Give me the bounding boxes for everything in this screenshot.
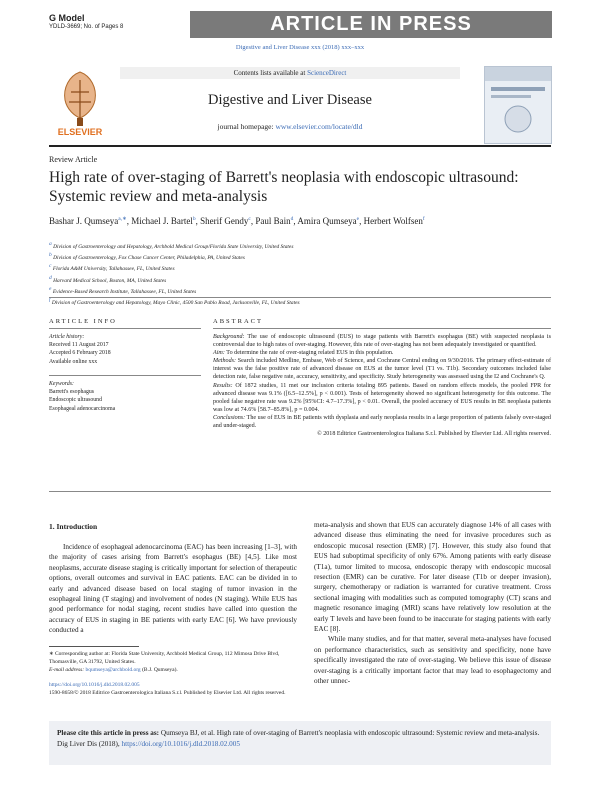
affiliation: $^d$ Harvard Medical School, Boston, MA, United States <box>49 274 167 284</box>
contents-list-bar <box>120 67 460 79</box>
article-type: Review Article <box>49 155 98 164</box>
affiliation: $^c$ Florida A&M University, Tallahassee, FL, United States <box>49 263 175 273</box>
abstract-background: Background: The use of endoscopic ultrasound (EUS) to stage patients with Barrett's esophagus (BE) with suspected neoplasia is controversial due to high rates of over-staging. However, this rate of over-staging has not been adequately investigated or quantified. <box>213 334 551 349</box>
journal-citation-line[interactable]: Digestive and Liver Disease xxx (2018) xxx–xxx <box>235 44 365 51</box>
body-paragraph: While many studies, and for that matter, several meta-analyses have focused on performance characteristics, such as sensitivity and specificity, none have specifically investigated the rate of over-staging. We believe this issue of disease over-staging is a critically important factor that may lead to esophagectomy and other unnec- <box>314 635 551 686</box>
affiliation: $^b$ Division of Gastroenterology, Fox Chase Cancer Center, Philadelphia, PA, United States <box>49 252 245 261</box>
corresponding-author: ∗ Corresponding author at: Florida State University, Archbold Medical Group, 112 Mimosa Drive Blvd, Thomasville, GA 31792, United States. <box>49 651 280 665</box>
email-line: E-mail address: bqumseya@archbold.org (B.J. Qumseya). <box>49 667 178 673</box>
email-link[interactable]: bqumseya@archbold.org <box>85 667 141 673</box>
section-heading-introduction: 1. Introduction <box>49 522 98 531</box>
cite-prefix: Please cite this article in press as: <box>57 729 161 737</box>
abstract-aim: Aim: To determine the rate of over-staging related EUS in this population. <box>213 350 394 357</box>
history-label: Article history: <box>49 334 85 340</box>
author[interactable]: Amira Qumseya$^e$ <box>297 216 360 226</box>
homepage-link[interactable]: www.elsevier.com/locate/dld <box>275 122 363 131</box>
contents-prefix: Contents lists available at <box>233 69 308 77</box>
article-info-heading: ARTICLE INFO <box>49 318 117 325</box>
article-in-press-banner: ARTICLE IN PRESS <box>190 11 552 38</box>
journal-homepage <box>120 122 460 131</box>
homepage-prefix: journal homepage: <box>217 122 276 131</box>
abstract-bottom-rule <box>49 491 551 492</box>
journal-cover-thumbnail <box>484 66 552 144</box>
affiliation: $^a$ Division of Gastroenterology and Hepatology, Archbold Medical Group/Florida State University, United States <box>49 241 294 250</box>
abstract-heading: ABSTRACT <box>213 318 263 325</box>
keyword: Esophageal adenocarcinoma <box>49 405 116 412</box>
doi-block <box>49 681 469 697</box>
author-list: Bashar J. Qumseya$^{a,∗}$, Michael J. Bartel$^b$, Sherif Gendy$^c$, Paul Bain$^d$, Amira Qumseya$^e$, Herbert Wolfsen$^f$ <box>49 216 425 226</box>
elsevier-logo <box>49 66 111 138</box>
g-model-label: G Model <box>49 13 85 23</box>
keyword: Barrett's esophagus <box>49 389 94 396</box>
author[interactable]: Herbert Wolfsen$^f$ <box>363 216 425 226</box>
affiliation: $^f$ Division of Gastroenterology and Hepatology, Mayo Clinic, 4500 San Pablo Road, Jacksonville, FL, United States <box>49 297 300 306</box>
article-info-rule <box>49 328 201 329</box>
header-rule <box>49 145 551 147</box>
abstract-rule <box>213 328 551 329</box>
online-date: Available online xxx <box>49 358 98 365</box>
cite-doi-link[interactable]: https://doi.org/10.1016/j.dld.2018.02.005 <box>121 740 240 748</box>
affiliation: $^e$ Evidence-Based Research Institute, Tallahassee, FL, United States <box>49 285 197 295</box>
abstract-copyright: © 2018 Editrice Gastroenterologica Italiana S.r.l. Published by Elsevier Ltd. All rights reserved. <box>317 431 551 438</box>
keywords <box>49 380 199 413</box>
cite-this-article-box <box>49 721 551 765</box>
journal-title: Digestive and Liver Disease <box>208 92 372 108</box>
affiliation-rule <box>49 297 551 298</box>
abstract-body <box>213 333 551 438</box>
abstract-results: Results: Of 1872 studies, 11 met our inclusion criteria totaling 895 patients. Based on random effects models, the pooled FPR for advanced disease was 9.1% ([6.5–12.5%], p < 0.001). Tests of heterogeneity showed no significant heterogeneity for this outcome. The pooled false negative rate was 9.2% [95%CI: 4.7–17.3%], p < 0.01. Overall, the pooled accuracy of EUS results in BE neoplasia patients was low at 74.6% [58.7–85.8%], p = 0.004. <box>213 382 551 413</box>
abstract-methods: Methods: Search included Medline, Embase, Web of Science, and Cochrane Central ending on 9/30/2016. The primary effect-estimate of interest was the false positive rate of advanced disease on EUS at the tumor level (T1 vs. T1b). Secondary outcomes included false detection rate, false negative rate, accuracy, sensitivity, and specificity. Study heterogeneity was assessed using the I2 and Cochrane's Q. <box>213 358 552 381</box>
publisher-logo-text: ELSEVIER <box>57 127 103 137</box>
sciencedirect-link[interactable]: ScienceDirect <box>307 69 347 77</box>
article-title: High rate of over-staging of Barrett's neoplasia with endoscopic ultrasound: Systemic review and meta-analysis <box>49 169 519 205</box>
received-date: Received 11 August 2017 <box>49 342 109 349</box>
manuscript-id: YDLD-3669; No. of Pages 8 <box>49 24 124 30</box>
keyword: Endoscopic ultrasound <box>49 397 102 404</box>
body-paragraph: meta-analysis and shown that EUS can accurately diagnose 14% of all cases with advanced disease thus eliminating the need for invasive procedures such as endoscopic mucosal resection (EMR) [7]. However, this study also found that EUS had suboptimal specificity of only 67%. Among patients with early disease (T1a), tumor limited to mucosa, endoscopic therapy with endoscopic mucosal resection (EMR) can be curative. For later disease (T1b or deeper invasion), surgery, chemotherapy or radiation is warranted for curative treatment. Cross sectional imaging with modalities such as computed tomography (CT) scans and magnetic resonance imaging (MRI) scans have relatively low resolution at the early T levels and have been found to be inaccurate for staging patients with early EAC [8]. <box>314 521 551 634</box>
article-history <box>49 333 199 366</box>
corresponding-author-footnote <box>49 650 299 674</box>
issn-line: 1590-8658/© 2018 Editrice Gastroenterologica Italiana S.r.l. Published by Elsevier Ltd. All rights reserved. <box>49 690 286 696</box>
keywords-rule <box>49 375 201 376</box>
body-column-right <box>314 520 551 687</box>
author[interactable]: Sherif Gendy$^c$ <box>200 216 251 226</box>
footnote-rule <box>49 646 139 647</box>
body-column-left <box>49 542 297 636</box>
cite-text: Qumseya BJ, et al. High rate of over-staging of Barrett's neoplasia with endoscopic ultrasound: Systemic review and meta-analysis. Dig Liver Dis (2018), <box>57 729 540 748</box>
author[interactable]: Paul Bain$^d$ <box>255 216 294 226</box>
accepted-date: Accepted 6 February 2018 <box>49 350 111 357</box>
keywords-label: Keywords: <box>49 381 74 387</box>
body-paragraph: Incidence of esophageal adenocarcinoma (EAC) has been increasing [1–3], with the majority of cases arising from Barrett's esophagus (BE) [4,5]. Like most neoplasms, accurate disease staging is critically important for selection of therapeutic options, overall outcomes and survival in EAC patients. EAC can be divided in to early and advanced disease based on local staging of tumor invasion in the esophageal lining (T staging) and involvement of nodes (N staging). While EUS has good performance for nodal staging, recent studies have called into question the accuracy of EUS in staging in BE patients with early EAC [6]. We have previously conducted a <box>49 543 297 635</box>
author[interactable]: Michael J. Bartel$^b$ <box>131 216 196 226</box>
author[interactable]: Bashar J. Qumseya$^{a,∗}$ <box>49 216 127 226</box>
abstract-conclusions: Conclusions: The use of EUS in BE patients with dysplasia and early neoplasia results in a large proportion of patients falsely over-staged and under-staged. <box>213 414 551 430</box>
doi-link[interactable]: https://doi.org/10.1016/j.dld.2018.02.005 <box>49 682 140 688</box>
